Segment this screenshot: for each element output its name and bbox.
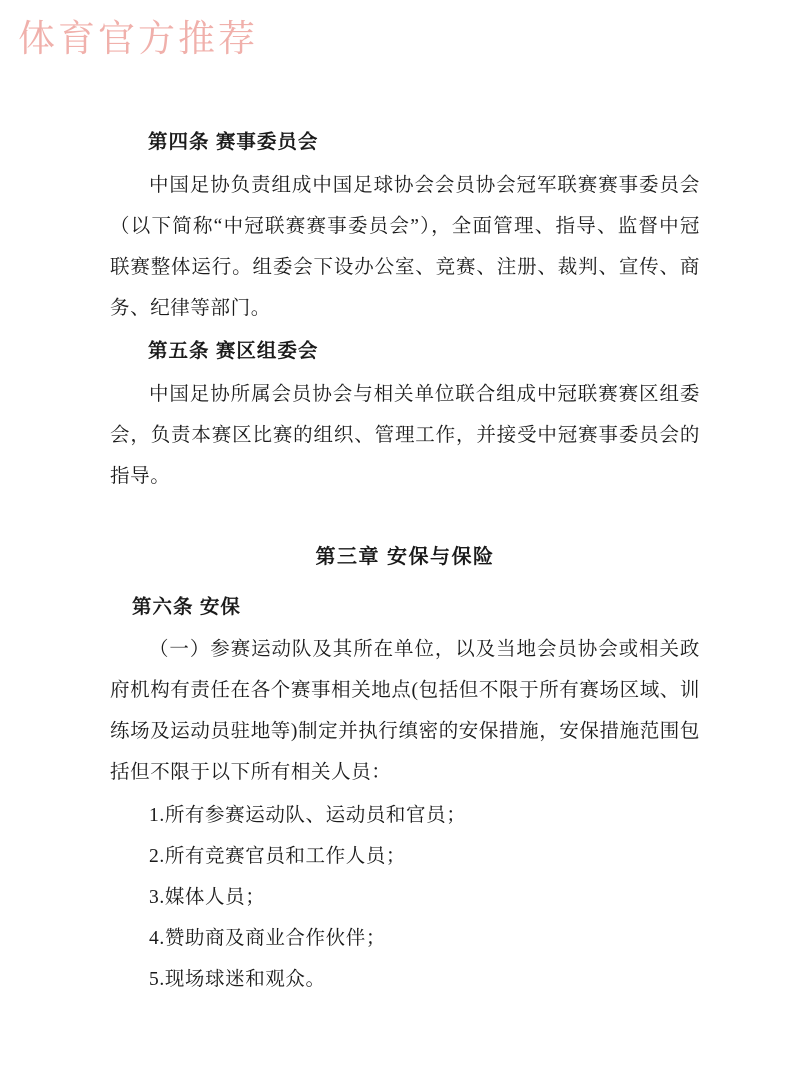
article-heading-four: 第四条 赛事委员会 [148, 131, 319, 153]
article-heading-six: 第六条 安保 [132, 596, 241, 618]
list-item: 4.赞助商及商业合作伙伴； [149, 928, 386, 949]
article-five-paragraph: 中国足协所属会员协会与相关单位联合组成中冠联赛赛区组委会，负责本赛区比赛的组织、管理工作，并接受中冠赛事委员会的指导。 [110, 384, 700, 487]
article-six-paragraph: （一）参赛运动队及其所在单位，以及当地会员协会或相关政府机构有责任在各个赛事相关地点(包括但不限于所有赛场区域、训练场及运动员驻地等)制定并执行缜密的安保措施，安保措施范围包括但不限于以下所有相关人员： [110, 639, 700, 783]
document-content [110, 122, 700, 1000]
list-item: 1.所有参赛运动队、运动员和官员； [149, 805, 467, 826]
watermark-text: 体育官方推荐 [18, 19, 258, 60]
article-heading-five: 第五条 赛区组委会 [148, 340, 319, 362]
list-item: 3.媒体人员； [149, 887, 266, 908]
article-four-paragraph: 中国足协负责组成中国足球协会会员协会冠军联赛赛事委员会（以下简称“中冠联赛赛事委员会”），全面管理、指导、监督中冠联赛整体运行。组委会下设办公室、竞赛、注册、裁判、宣传、商务、纪律等部门。 [110, 175, 700, 319]
list-item: 2.所有竞赛官员和工作人员； [149, 846, 407, 867]
list-item: 5.现场球迷和观众。 [149, 969, 326, 990]
chapter-heading-three: 第三章 安保与保险 [315, 546, 495, 568]
